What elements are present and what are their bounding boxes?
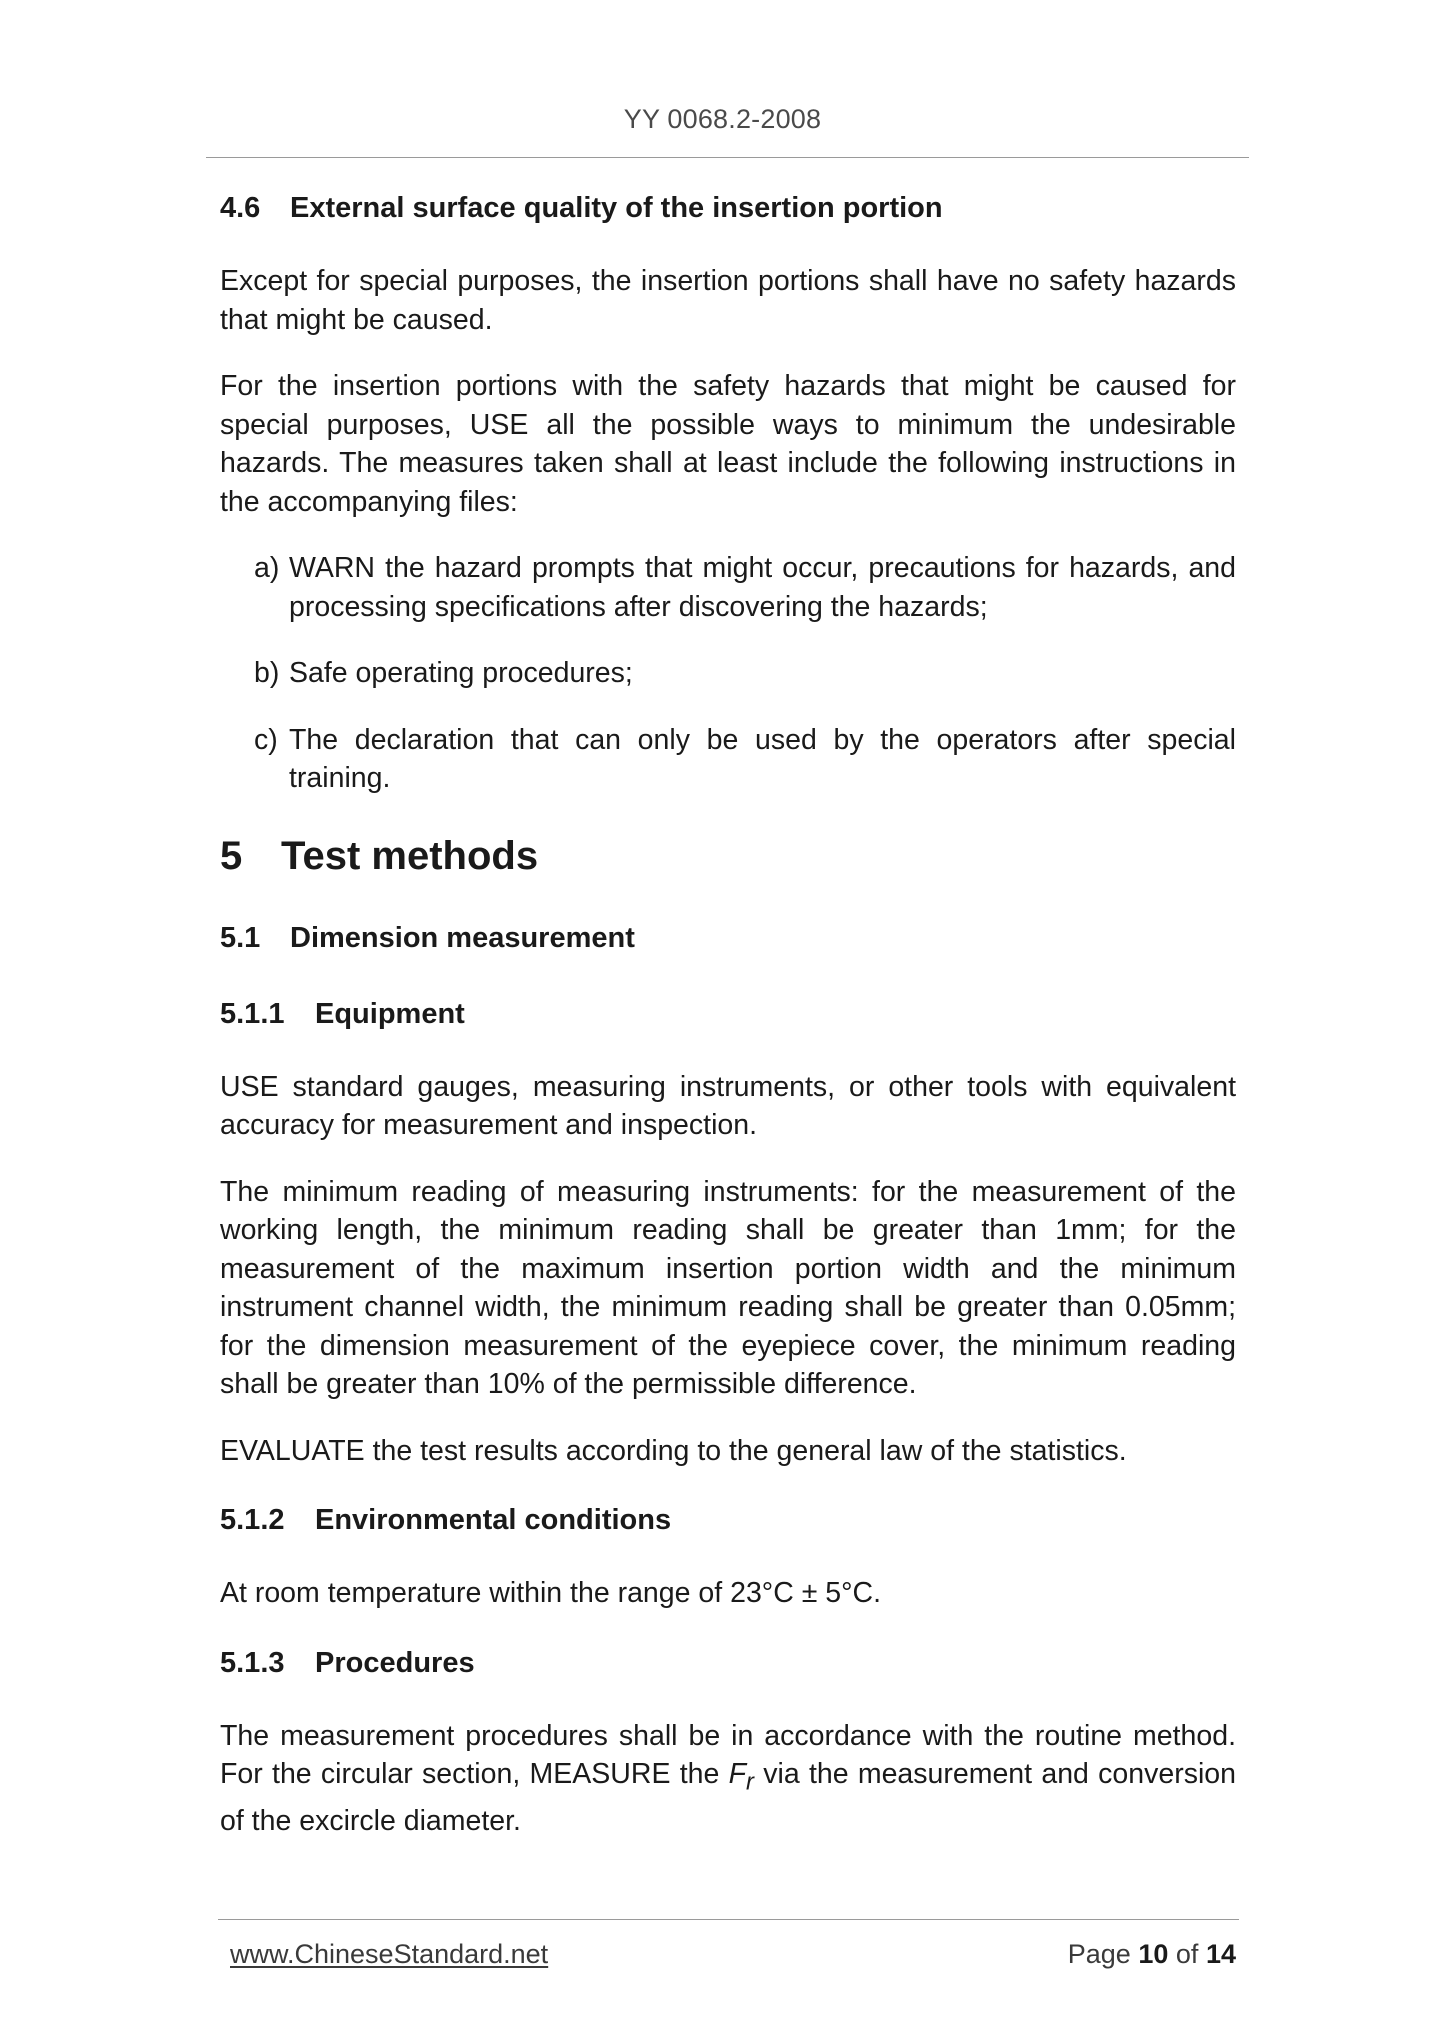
list-marker: c)	[254, 723, 278, 756]
section-title: Dimension measurement	[290, 921, 635, 954]
section-number: 5.1.3	[220, 1646, 285, 1679]
list-marker: b)	[254, 657, 280, 689]
paragraph-text-part-1: The measurement procedures shall be in accordance with the routine method. For the circular section, MEASURE the	[220, 1719, 1236, 1790]
paragraph-text-part-2: via the measurement and conversion of the excircle diameter.	[220, 1758, 1236, 1838]
section-4-6-heading	[220, 186, 1236, 230]
total-pages: 14	[1205, 1939, 1236, 1969]
section-number: 5.1.1	[220, 997, 285, 1030]
list-item-b	[254, 654, 1236, 693]
section-number: 4.6	[220, 192, 261, 224]
section-title: Procedures	[315, 1646, 475, 1679]
section-5-1-3-paragraph-1	[220, 1717, 1236, 1841]
footer-divider	[218, 1919, 1239, 1920]
section-5-1-1-paragraph-3: EVALUATE the test results according to the general law of the statistics.	[220, 1434, 1127, 1467]
footer-website-link[interactable]: www.ChineseStandard.net	[230, 1939, 549, 1969]
section-title: External surface quality of the insertion portion	[290, 192, 943, 224]
section-5-1-3-heading	[220, 1641, 1236, 1685]
symbol-subscript-r: r	[746, 1768, 754, 1796]
section-number: 5.1.2	[220, 1504, 285, 1536]
section-5-1-1-heading	[220, 992, 1236, 1036]
section-title: Environmental conditions	[315, 1504, 672, 1536]
list-item-c	[254, 721, 1236, 798]
section-title: Test methods	[281, 833, 539, 878]
section-4-6-paragraph-2: For the insertion portions with the safety hazards that might be caused for special purposes, USE all the possible ways to minimum the undesirable hazards. The measures taken shall at least include the following instructions in the accompanying files:	[220, 370, 1236, 518]
section-5-1-1-paragraph-1: USE standard gauges, measuring instruments, or other tools with equivalent accuracy for measurement and inspection.	[220, 1070, 1236, 1141]
list-item-text: The declaration that can only be used by the operators after special training.	[289, 723, 1236, 794]
list-item-text: Safe operating procedures;	[289, 657, 633, 689]
section-number: 5	[220, 833, 243, 878]
section-5-heading	[220, 826, 1236, 886]
page-indicator	[1068, 1939, 1236, 1970]
section-4-6-paragraph-1: Except for special purposes, the insertion portions shall have no safety hazards that might be caused.	[220, 265, 1236, 336]
symbol-f: F	[728, 1758, 747, 1790]
list-item-text: WARN the hazard prompts that might occur, precautions for hazards, and processing specifications after discovering the hazards;	[289, 552, 1236, 623]
page-content	[220, 186, 1236, 1869]
page-prefix: Page	[1067, 1939, 1131, 1969]
header-divider	[206, 157, 1249, 158]
section-number: 5.1	[220, 921, 261, 954]
list-item-a	[254, 549, 1236, 626]
section-5-1-2-paragraph-1: At room temperature within the range of 23°C ± 5°C.	[220, 1577, 881, 1609]
document-header-id: YY 0068.2-2008	[623, 104, 822, 134]
page-of: of	[1175, 1939, 1199, 1969]
section-5-1-heading	[220, 916, 1236, 960]
section-5-1-1-paragraph-2: The minimum reading of measuring instruments: for the measurement of the working length, the minimum reading shall be greater than 1mm; for the measurement of the maximum insertion portion width and the minimum instrument channel width, the minimum reading shall be greater than 0.05mm; for the dimension measurement of the eyepiece cover, the minimum reading shall be greater than 10% of the permissible difference.	[220, 1175, 1236, 1400]
section-5-1-2-heading	[220, 1498, 1236, 1542]
list-marker: a)	[254, 552, 280, 584]
current-page-number: 10	[1138, 1939, 1169, 1969]
section-title: Equipment	[315, 997, 465, 1030]
